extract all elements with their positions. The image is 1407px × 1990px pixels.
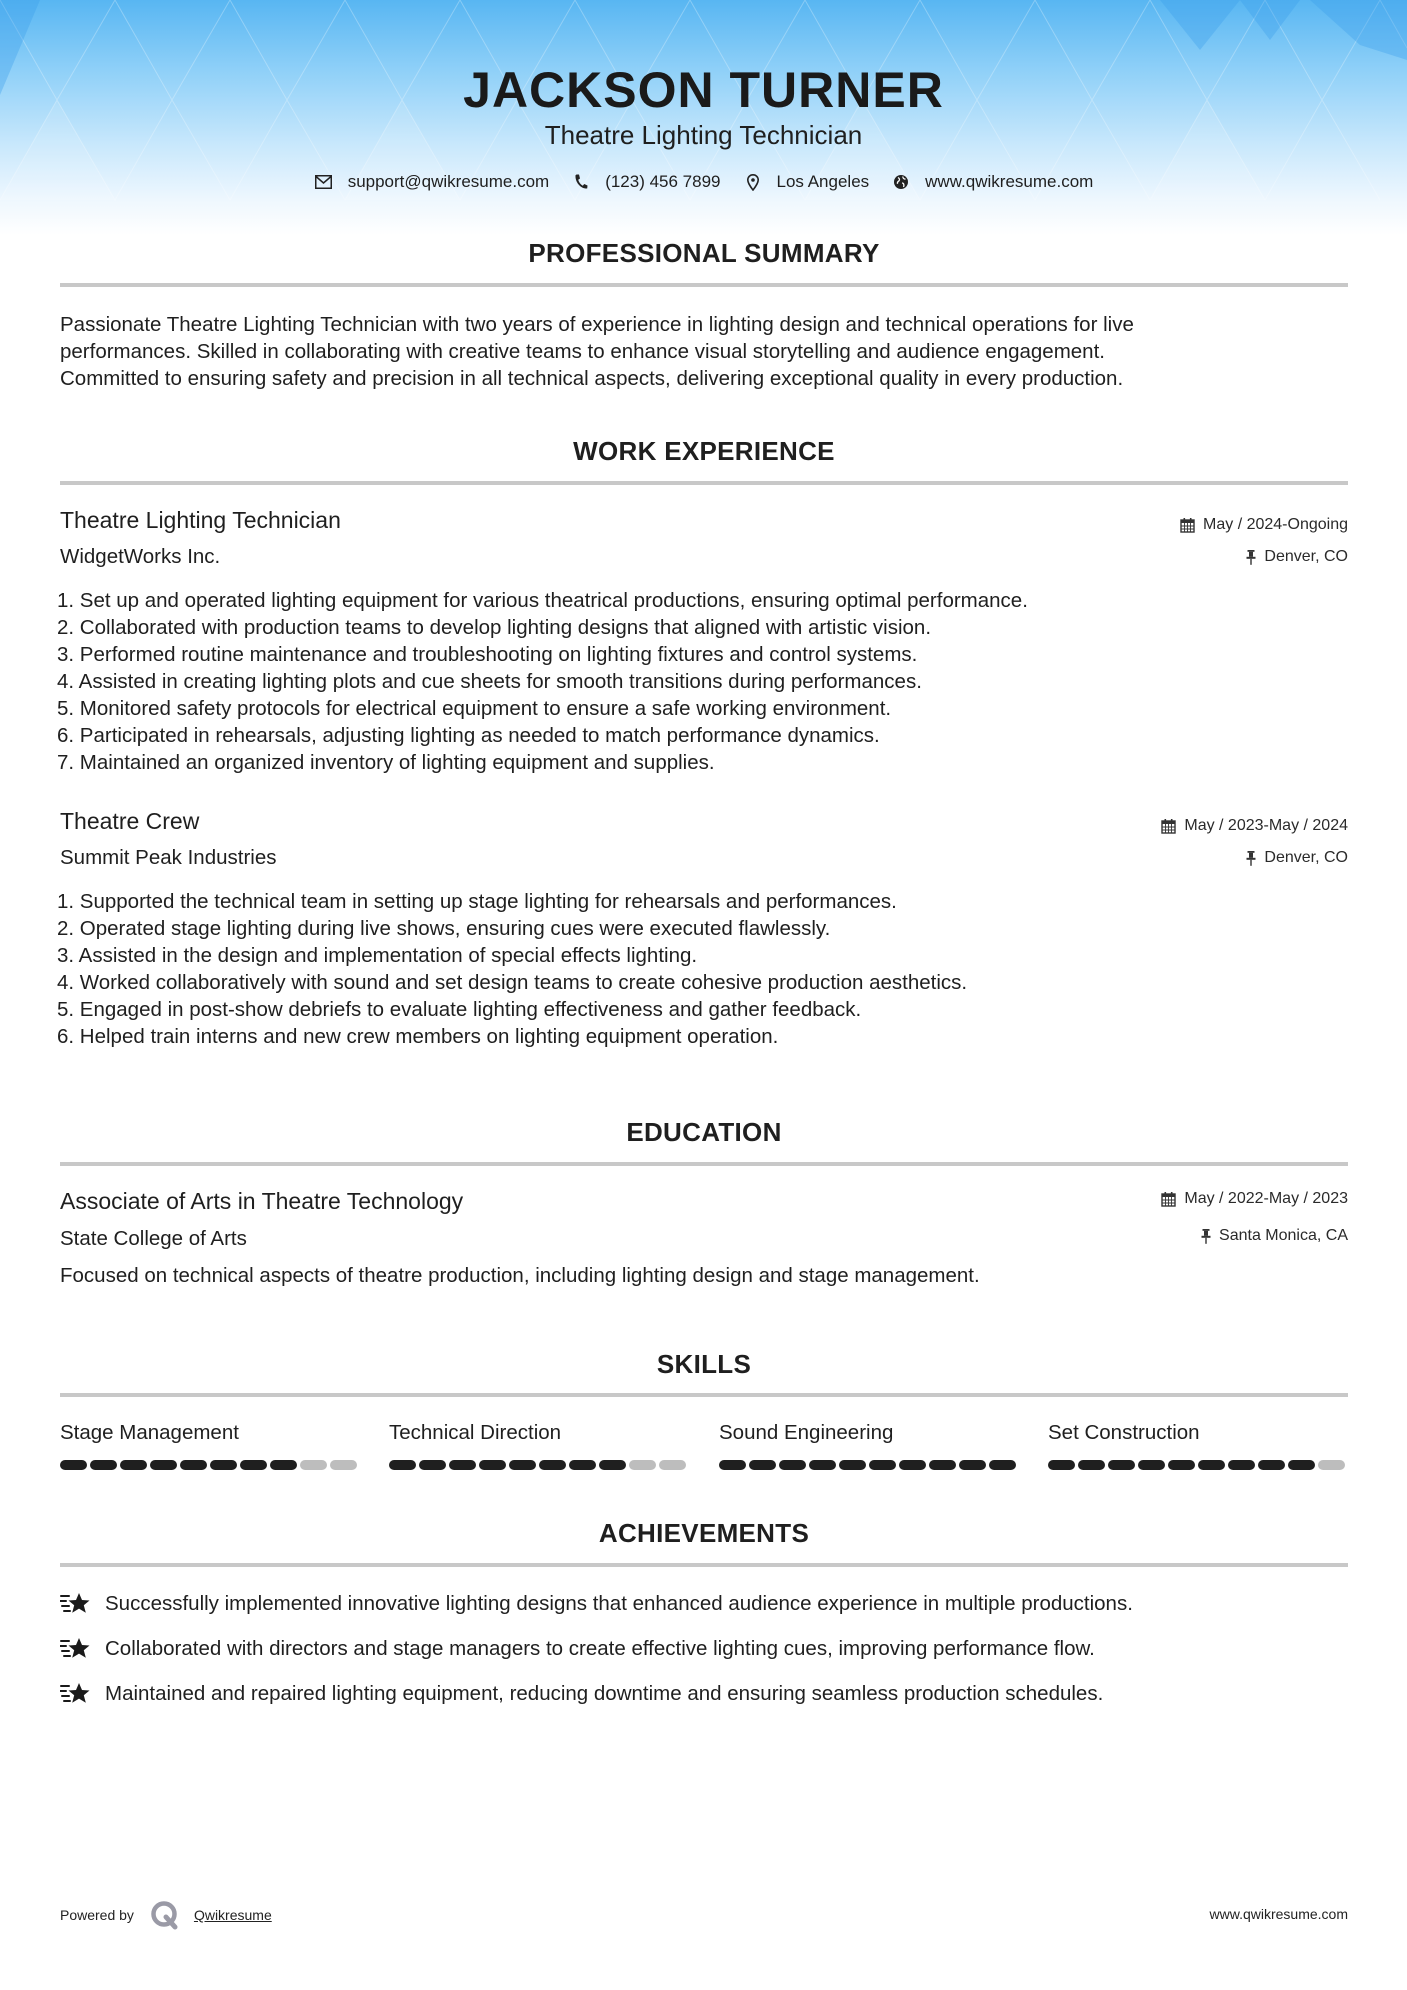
- responsibility-item: 4. Assisted in creating lighting plots and cue sheets for smooth transitions during performances.: [57, 670, 922, 693]
- contact-phone[interactable]: [571, 172, 720, 192]
- envelope-icon: [314, 172, 334, 192]
- education-location-text: Santa Monica, CA: [1219, 1227, 1348, 1244]
- calendar-icon: [1180, 518, 1195, 533]
- candidate-name: JACKSON TURNER: [463, 62, 944, 118]
- skill-segment-filled: [270, 1460, 297, 1470]
- shooting-star-icon: [60, 1590, 92, 1618]
- section-divider: [60, 481, 1348, 485]
- contact-website[interactable]: [891, 172, 1093, 192]
- pushpin-icon: [1246, 550, 1256, 565]
- summary-line: Passionate Theatre Lighting Technician with two years of experience in lighting design and technical operations for live: [60, 313, 1134, 336]
- responsibility-item: 6. Participated in rehearsals, adjusting lighting as needed to match performance dynamics.: [57, 724, 880, 747]
- calendar-icon: [1161, 1192, 1176, 1207]
- skill-label: Technical Direction: [389, 1421, 562, 1444]
- education-location: [1201, 1227, 1348, 1245]
- skill-segment-filled: [989, 1460, 1016, 1470]
- contact-email-text: support@qwikresume.com: [347, 172, 550, 191]
- achievement-text: Successfully implemented innovative lighting designs that enhanced audience experience in multiple productions.: [105, 1592, 1133, 1615]
- job-location-text: Denver, CO: [1264, 548, 1348, 565]
- company-name: WidgetWorks Inc.: [60, 545, 221, 568]
- skill-segment-filled: [1288, 1460, 1315, 1470]
- responsibility-item: 4. Worked collaboratively with sound and set design teams to create cohesive production aesthetics.: [57, 971, 968, 994]
- section-divider: [60, 1563, 1348, 1567]
- skill-segment-filled: [869, 1460, 896, 1470]
- skill-item: [60, 1420, 360, 1470]
- contact-location-text: Los Angeles: [776, 172, 870, 191]
- pushpin-icon: [1201, 1229, 1211, 1244]
- map-marker-icon: [743, 172, 763, 192]
- skill-segment-filled: [389, 1460, 416, 1470]
- pushpin-icon: [1246, 851, 1256, 866]
- globe-icon: [891, 172, 911, 192]
- shooting-star-icon: [60, 1680, 92, 1708]
- job-dates: [1161, 817, 1348, 835]
- contact-website-text: www.qwikresume.com: [925, 172, 1094, 191]
- skill-segment-filled: [749, 1460, 776, 1470]
- skill-segment-empty: [300, 1460, 327, 1470]
- skill-item: [1048, 1420, 1348, 1470]
- skill-segment-filled: [779, 1460, 806, 1470]
- skill-segment-filled: [150, 1460, 177, 1470]
- degree-title: Associate of Arts in Theatre Technology: [60, 1188, 464, 1214]
- education-description: Focused on technical aspects of theatre production, including lighting design and stage management.: [60, 1264, 980, 1287]
- footer-branding: [60, 1900, 272, 1930]
- responsibility-item: 1. Supported the technical team in setting up stage lighting for rehearsals and performances.: [57, 890, 897, 913]
- skill-rating-bar: [719, 1460, 1019, 1470]
- shooting-star-icon: [60, 1635, 92, 1663]
- footer-website[interactable]: www.qwikresume.com: [1209, 1906, 1348, 1922]
- skill-segment-filled: [839, 1460, 866, 1470]
- candidate-title: Theatre Lighting Technician: [544, 120, 863, 150]
- skill-segment-filled: [1078, 1460, 1105, 1470]
- skill-segment-filled: [1048, 1460, 1075, 1470]
- section-heading-summary: PROFESSIONAL SUMMARY: [528, 238, 880, 268]
- achievement-text: Maintained and repaired lighting equipment, reducing downtime and ensuring seamless production schedules.: [105, 1682, 1104, 1705]
- skill-segment-filled: [809, 1460, 836, 1470]
- skill-segment-filled: [719, 1460, 746, 1470]
- responsibility-item: 3. Assisted in the design and implementation of special effects lighting.: [57, 944, 698, 967]
- skill-segment-filled: [449, 1460, 476, 1470]
- job-location: [1246, 548, 1348, 566]
- section-heading-achievements: ACHIEVEMENTS: [598, 1518, 810, 1548]
- skill-segment-filled: [929, 1460, 956, 1470]
- contact-location: [743, 172, 870, 192]
- responsibility-item: 3. Performed routine maintenance and troubleshooting on lighting fixtures and control systems.: [57, 643, 918, 666]
- skill-segment-filled: [569, 1460, 596, 1470]
- section-heading-education: EDUCATION: [626, 1117, 782, 1147]
- school-name: State College of Arts: [60, 1227, 247, 1250]
- skill-segment-filled: [1138, 1460, 1165, 1470]
- skill-rating-bar: [60, 1460, 360, 1470]
- skill-segment-filled: [180, 1460, 207, 1470]
- qwikresume-logo-icon: [150, 1900, 180, 1930]
- achievement-text: Collaborated with directors and stage managers to create effective lighting cues, improving performance flow.: [105, 1637, 1095, 1660]
- skill-segment-filled: [1168, 1460, 1195, 1470]
- job-responsibilities: [57, 888, 1347, 1050]
- skill-segment-empty: [659, 1460, 686, 1470]
- skill-segment-filled: [210, 1460, 237, 1470]
- section-divider: [60, 1162, 1348, 1166]
- skill-segment-filled: [120, 1460, 147, 1470]
- job-dates: [1180, 516, 1348, 534]
- responsibility-item: 2. Operated stage lighting during live shows, ensuring cues were executed flawlessly.: [57, 917, 831, 940]
- skill-rating-bar: [1048, 1460, 1348, 1470]
- skill-segment-filled: [899, 1460, 926, 1470]
- skill-segment-filled: [240, 1460, 267, 1470]
- skill-segment-filled: [90, 1460, 117, 1470]
- achievement-item: [60, 1635, 1095, 1663]
- section-divider: [60, 283, 1348, 287]
- skill-segment-filled: [959, 1460, 986, 1470]
- skill-segment-empty: [629, 1460, 656, 1470]
- contact-bar: [0, 172, 1407, 192]
- job-location: [1246, 849, 1348, 867]
- skill-segment-filled: [1108, 1460, 1135, 1470]
- contact-email[interactable]: [314, 172, 550, 192]
- summary-line: performances. Skilled in collaborating with creative teams to enhance visual storytelling and audience engagement.: [60, 340, 1105, 363]
- education-dates-text: May / 2022-May / 2023: [1184, 1190, 1348, 1207]
- skill-segment-filled: [479, 1460, 506, 1470]
- section-heading-experience: WORK EXPERIENCE: [573, 436, 835, 466]
- skill-segment-filled: [60, 1460, 87, 1470]
- section-divider: [60, 1393, 1348, 1397]
- skill-label: Sound Engineering: [719, 1421, 894, 1444]
- responsibility-item: 5. Engaged in post-show debriefs to evaluate lighting effectiveness and gather feedback.: [57, 998, 862, 1021]
- responsibility-item: 1. Set up and operated lighting equipment for various theatrical productions, ensuring optimal performance.: [57, 589, 1028, 612]
- responsibility-item: 6. Helped train interns and new crew members on lighting equipment operation.: [57, 1025, 779, 1048]
- education-dates: [1161, 1190, 1348, 1208]
- skill-item: [389, 1420, 689, 1470]
- resume-header: [0, 0, 1407, 235]
- skill-label: Set Construction: [1048, 1421, 1200, 1444]
- job-dates-text: May / 2023-May / 2024: [1184, 817, 1348, 834]
- summary-text: [60, 311, 1350, 392]
- skill-segment-filled: [1258, 1460, 1285, 1470]
- responsibility-item: 5. Monitored safety protocols for electrical equipment to ensure a safe working environment.: [57, 697, 892, 720]
- achievement-item: [60, 1590, 1133, 1618]
- job-location-text: Denver, CO: [1264, 849, 1348, 866]
- skill-segment-filled: [599, 1460, 626, 1470]
- job-dates-text: May / 2024-Ongoing: [1203, 516, 1348, 533]
- phone-icon: [571, 172, 591, 192]
- company-name: Summit Peak Industries: [60, 846, 277, 869]
- achievement-item: [60, 1680, 1103, 1708]
- job-responsibilities: [57, 587, 1347, 776]
- contact-phone-text: (123) 456 7899: [605, 172, 721, 191]
- skill-segment-filled: [1198, 1460, 1225, 1470]
- qwikresume-link[interactable]: Qwikresume: [193, 1907, 272, 1923]
- calendar-icon: [1161, 819, 1176, 834]
- responsibility-item: 2. Collaborated with production teams to develop lighting designs that aligned with artistic vision.: [57, 616, 932, 639]
- skill-segment-empty: [1318, 1460, 1345, 1470]
- skill-segment-filled: [1228, 1460, 1255, 1470]
- skill-item: [719, 1420, 1019, 1470]
- responsibility-item: 7. Maintained an organized inventory of lighting equipment and supplies.: [57, 751, 715, 774]
- skill-segment-filled: [539, 1460, 566, 1470]
- skill-label: Stage Management: [60, 1421, 239, 1444]
- skill-segment-filled: [509, 1460, 536, 1470]
- job-title: Theatre Lighting Technician: [60, 507, 341, 533]
- section-heading-skills: SKILLS: [656, 1349, 752, 1379]
- job-title: Theatre Crew: [60, 808, 200, 834]
- skill-segment-empty: [330, 1460, 357, 1470]
- skill-segment-filled: [419, 1460, 446, 1470]
- powered-by-label: Powered by: [60, 1907, 134, 1923]
- skill-rating-bar: [389, 1460, 689, 1470]
- summary-line: Committed to ensuring safety and precision in all technical aspects, delivering exceptional quality in every production.: [60, 367, 1124, 390]
